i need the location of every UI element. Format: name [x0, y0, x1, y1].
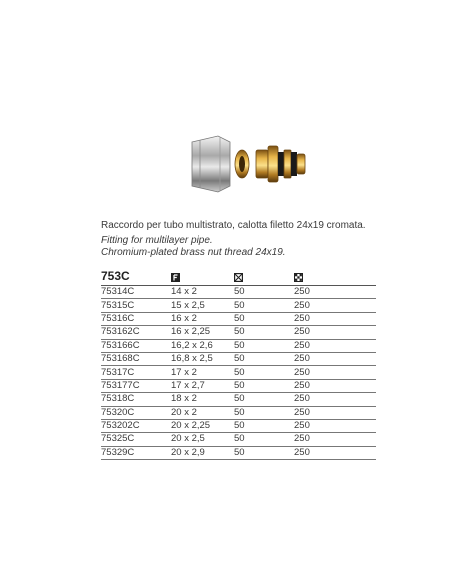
cell-carton: 250	[294, 299, 376, 312]
header-f-cell	[171, 268, 234, 286]
cell-size: 20 x 2,25	[171, 419, 234, 432]
description-english-line-1: Fitting for multilayer pipe.	[101, 235, 213, 246]
cell-carton: 250	[294, 446, 376, 459]
cell-size: 18 x 2	[171, 393, 234, 406]
cell-pack: 50	[234, 379, 294, 392]
cell-pack: 50	[234, 352, 294, 365]
cell-carton: 250	[294, 393, 376, 406]
cell-code: 75320C	[101, 406, 171, 419]
table-row	[101, 299, 376, 312]
cell-code: 753177C	[101, 379, 171, 392]
cell-carton: 250	[294, 433, 376, 446]
table-row	[101, 352, 376, 365]
table-row	[101, 366, 376, 379]
table-row	[101, 419, 376, 432]
cell-size: 16,8 x 2,5	[171, 352, 234, 365]
cell-size: 14 x 2	[171, 286, 234, 299]
f-box-icon	[171, 273, 180, 282]
cell-size: 20 x 2,9	[171, 446, 234, 459]
cell-carton: 250	[294, 379, 376, 392]
cell-code: 75317C	[101, 366, 171, 379]
cell-code: 753168C	[101, 352, 171, 365]
cell-size: 15 x 2,5	[171, 299, 234, 312]
cell-code: 75325C	[101, 433, 171, 446]
cell-pack: 50	[234, 366, 294, 379]
cell-pack: 50	[234, 446, 294, 459]
cell-pack: 50	[234, 326, 294, 339]
table-row	[101, 286, 376, 299]
table-header-row	[101, 268, 376, 286]
cell-code: 75314C	[101, 286, 171, 299]
table-row	[101, 446, 376, 459]
table-row	[101, 326, 376, 339]
table-row	[101, 433, 376, 446]
cell-code: 753166C	[101, 339, 171, 352]
cell-carton: 250	[294, 339, 376, 352]
cell-carton: 250	[294, 286, 376, 299]
cell-pack: 50	[234, 433, 294, 446]
cell-size: 16 x 2	[171, 312, 234, 325]
cell-carton: 250	[294, 366, 376, 379]
cell-pack: 50	[234, 312, 294, 325]
cell-pack: 50	[234, 419, 294, 432]
cell-pack: 50	[234, 299, 294, 312]
cell-code: 753162C	[101, 326, 171, 339]
cell-code: 75316C	[101, 312, 171, 325]
cell-carton: 250	[294, 406, 376, 419]
cell-code: 75318C	[101, 393, 171, 406]
crossed-box-icon	[234, 273, 243, 282]
table-row	[101, 312, 376, 325]
cell-pack: 50	[234, 339, 294, 352]
description-italian: Raccordo per tubo multistrato, calotta filetto 24x19 cromata.	[101, 220, 366, 231]
header-pallet-cell	[294, 268, 376, 286]
cell-code: 75329C	[101, 446, 171, 459]
cell-carton: 250	[294, 326, 376, 339]
cell-carton: 250	[294, 352, 376, 365]
cell-code: 75315C	[101, 299, 171, 312]
table-row	[101, 393, 376, 406]
product-description	[101, 220, 391, 259]
checker-box-icon	[294, 273, 303, 282]
description-english-line-2: Chromium-plated brass nut thread 24x19.	[101, 247, 286, 258]
cell-pack: 50	[234, 406, 294, 419]
cell-size: 17 x 2	[171, 366, 234, 379]
table-row	[101, 379, 376, 392]
header-box-cell	[234, 268, 294, 286]
product-code-title: 753C	[101, 268, 171, 286]
cell-code: 753202C	[101, 419, 171, 432]
table-row	[101, 339, 376, 352]
cell-carton: 250	[294, 312, 376, 325]
cell-size: 16,2 x 2,6	[171, 339, 234, 352]
cell-size: 16 x 2,25	[171, 326, 234, 339]
cell-size: 20 x 2,5	[171, 433, 234, 446]
cell-size: 20 x 2	[171, 406, 234, 419]
cell-size: 17 x 2,7	[171, 379, 234, 392]
table-row	[101, 406, 376, 419]
product-image	[178, 128, 318, 198]
spec-table	[101, 268, 376, 460]
cell-pack: 50	[234, 393, 294, 406]
cell-carton: 250	[294, 419, 376, 432]
cell-pack: 50	[234, 286, 294, 299]
